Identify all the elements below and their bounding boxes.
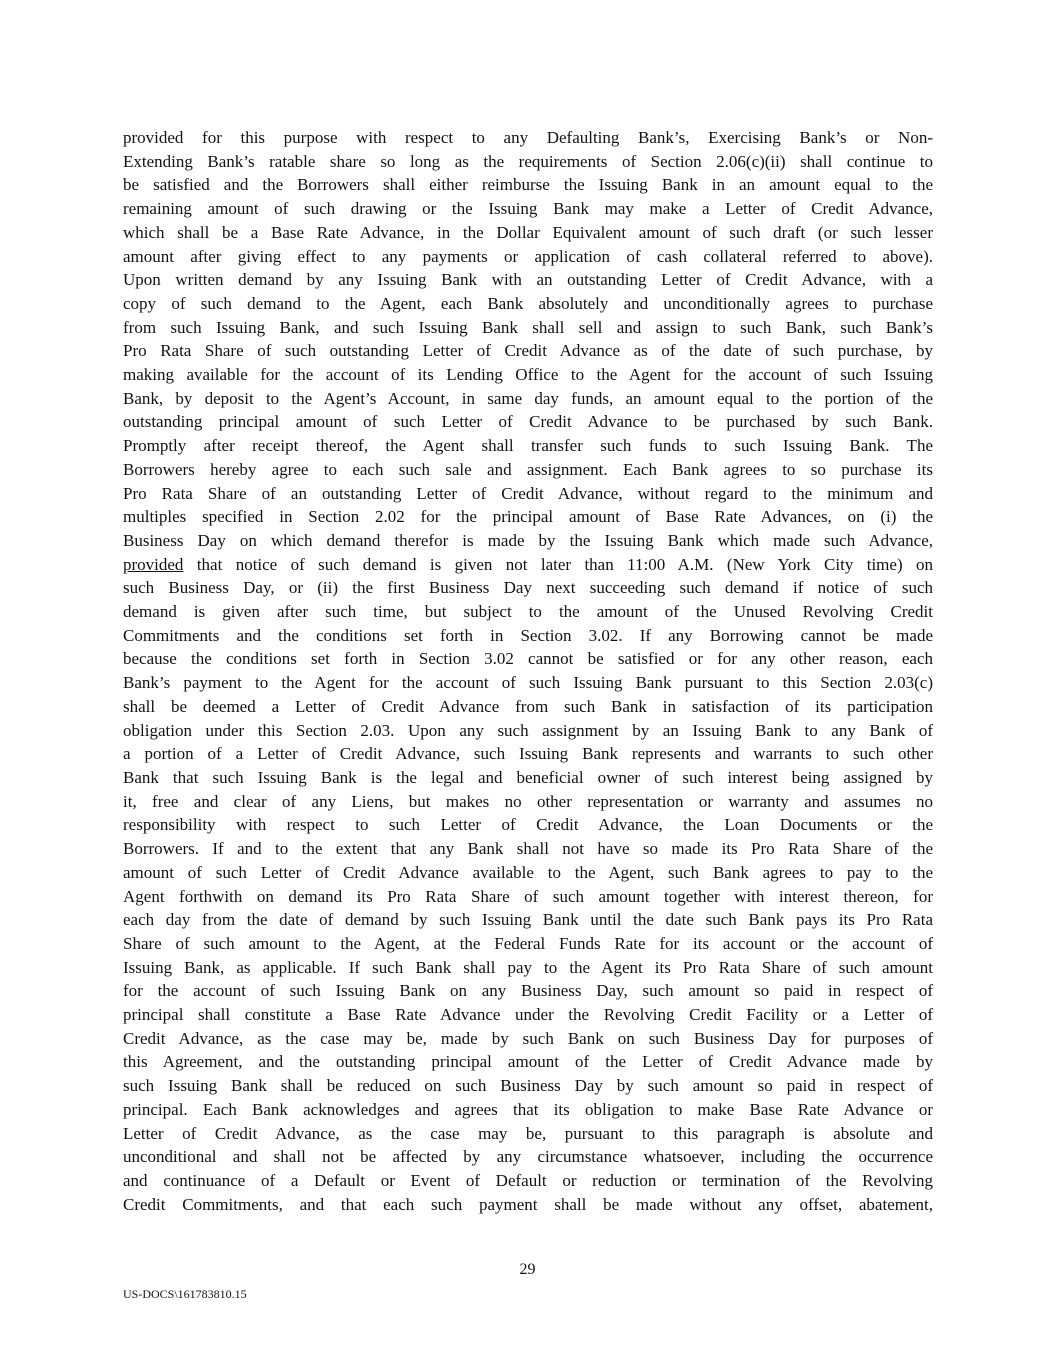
text-segment: each day from the date of demand by such Issuing Bank until the date such Bank pays its Pro Rata bbox=[123, 910, 933, 930]
text-line bbox=[123, 553, 933, 577]
text-line bbox=[123, 1122, 933, 1146]
text-line bbox=[123, 126, 933, 150]
text-segment: amount of such Letter of Credit Advance available to the Agent, such Bank agrees to pay to the bbox=[123, 862, 933, 882]
text-line bbox=[123, 1074, 933, 1098]
text-line bbox=[123, 387, 933, 411]
text-line bbox=[123, 979, 933, 1003]
text-segment: outstanding principal amount of such Letter of Credit Advance to be purchased by such Bank. bbox=[123, 412, 933, 432]
text-line bbox=[123, 292, 933, 316]
text-line bbox=[123, 647, 933, 671]
text-segment: shall be deemed a Letter of Credit Advance from such Bank in satisfaction of its participation bbox=[123, 696, 933, 716]
text-line bbox=[123, 410, 933, 434]
page-number: 29 bbox=[519, 1261, 536, 1278]
text-line bbox=[123, 1098, 933, 1122]
text-segment: principal. Each Bank acknowledges and agrees that its obligation to make Base Rate Advance or bbox=[123, 1099, 933, 1119]
text-line bbox=[123, 790, 933, 814]
text-segment: Letter of Credit Advance, as the case may be, pursuant to this paragraph is absolute and bbox=[123, 1123, 933, 1143]
text-line bbox=[123, 268, 933, 292]
footer-doc-id: US-DOCS\161783810.15 bbox=[123, 1287, 247, 1301]
text-line bbox=[123, 458, 933, 482]
text-segment: Bank that such Issuing Bank is the legal and beneficial owner of such interest being assigned by bbox=[123, 767, 933, 787]
text-segment: Upon written demand by any Issuing Bank with an outstanding Letter of Credit Advance, with a bbox=[123, 270, 933, 290]
text-segment: a portion of a Letter of Credit Advance, such Issuing Bank represents and warrants to such other bbox=[123, 744, 933, 764]
text-segment: Pro Rata Share of such outstanding Letter of Credit Advance as of the date of such purchase, by bbox=[123, 341, 933, 361]
text-line bbox=[123, 719, 933, 743]
text-segment: because the conditions set forth in Section 3.02 cannot be satisfied or for any other reason, each bbox=[123, 649, 933, 669]
text-segment: it, free and clear of any Liens, but makes no other representation or warranty and assumes no bbox=[123, 791, 933, 811]
text-line bbox=[123, 600, 933, 624]
text-segment: obligation under this Section 2.03. Upon any such assignment by an Issuing Bank to any Bank of bbox=[123, 720, 933, 740]
text-line bbox=[123, 695, 933, 719]
text-segment: and continuance of a Default or Event of Default or reduction or termination of the Revolving bbox=[123, 1170, 933, 1190]
text-segment: Agent forthwith on demand its Pro Rata Share of such amount together with interest thereon, for bbox=[123, 886, 933, 906]
text-line bbox=[123, 766, 933, 790]
text-line bbox=[123, 173, 933, 197]
text-line bbox=[123, 885, 933, 909]
text-line bbox=[123, 1050, 933, 1074]
text-segment: Credit Commitments, and that each such payment shall be made without any offset, abatement, bbox=[123, 1194, 933, 1214]
text-line bbox=[123, 742, 933, 766]
text-line bbox=[123, 221, 933, 245]
text-segment: provided for this purpose with respect to any Defaulting Bank’s, Exercising Bank’s or Non- bbox=[123, 128, 933, 147]
text-line bbox=[123, 363, 933, 387]
text-line bbox=[123, 1027, 933, 1051]
text-segment: responsibility with respect to such Letter of Credit Advance, the Loan Documents or the bbox=[123, 815, 933, 835]
body-paragraph bbox=[123, 126, 933, 1216]
text-line bbox=[123, 197, 933, 221]
text-segment: which shall be a Base Rate Advance, in the Dollar Equivalent amount of such draft (or such lesser bbox=[123, 222, 933, 242]
text-segment: amount after giving effect to any payments or application of cash collateral referred to above). bbox=[123, 246, 933, 266]
text-segment: Extending Bank’s ratable share so long as the requirements of Section 2.06(c)(ii) shall continue to bbox=[123, 151, 933, 171]
text-segment: such Business Day, or (ii) the first Business Day next succeeding such demand if notice of such bbox=[123, 578, 933, 598]
text-line bbox=[123, 1145, 933, 1169]
underlined-term: provided bbox=[123, 554, 184, 574]
text-line bbox=[123, 624, 933, 648]
text-line bbox=[123, 932, 933, 956]
text-segment: from such Issuing Bank, and such Issuing Bank shall sell and assign to such Bank, such Bank’s bbox=[123, 317, 933, 337]
text-line bbox=[123, 316, 933, 340]
text-segment: Borrowers hereby agree to each such sale and assignment. Each Bank agrees to so purchase its bbox=[123, 459, 933, 479]
text-segment: multiples specified in Section 2.02 for the principal amount of Base Rate Advances, on (i) the bbox=[123, 507, 933, 527]
text-line bbox=[123, 813, 933, 837]
text-line bbox=[123, 1003, 933, 1027]
text-segment: Share of such amount to the Agent, at the Federal Funds Rate for its account or the account of bbox=[123, 933, 933, 953]
text-segment: remaining amount of such drawing or the Issuing Bank may make a Letter of Credit Advance, bbox=[123, 199, 933, 219]
text-line bbox=[123, 1193, 933, 1217]
text-line bbox=[123, 434, 933, 458]
text-line bbox=[123, 505, 933, 529]
text-line bbox=[123, 482, 933, 506]
text-line bbox=[123, 245, 933, 269]
text-segment: Bank, by deposit to the Agent’s Account, in same day funds, an amount equal to the portion of the bbox=[123, 388, 933, 408]
text-segment: Business Day on which demand therefor is made by the Issuing Bank which made such Advance, bbox=[123, 530, 933, 550]
text-segment: Pro Rata Share of an outstanding Letter of Credit Advance, without regard to the minimum and bbox=[123, 483, 933, 503]
text-segment: Credit Advance, as the case may be, made by such Bank on such Business Day for purposes of bbox=[123, 1028, 933, 1048]
page-body bbox=[123, 126, 933, 1216]
text-segment: Bank’s payment to the Agent for the account of such Issuing Bank pursuant to this Section 2.03(c) bbox=[123, 673, 933, 693]
text-segment: Promptly after receipt thereof, the Agent shall transfer such funds to such Issuing Bank. The bbox=[123, 436, 933, 456]
text-segment: Borrowers. If and to the extent that any Bank shall not have so made its Pro Rata Share of the bbox=[123, 839, 933, 859]
text-line bbox=[123, 529, 933, 553]
text-line bbox=[123, 339, 933, 363]
text-segment: Commitments and the conditions set forth in Section 3.02. If any Borrowing cannot be made bbox=[123, 625, 933, 645]
text-segment: for the account of such Issuing Bank on any Business Day, such amount so paid in respect of bbox=[123, 981, 933, 1001]
text-line bbox=[123, 908, 933, 932]
text-segment: be satisfied and the Borrowers shall either reimburse the Issuing Bank in an amount equal to the bbox=[123, 175, 933, 195]
text-line bbox=[123, 671, 933, 695]
text-segment: demand is given after such time, but subject to the amount of the Unused Revolving Credit bbox=[123, 602, 933, 622]
text-line bbox=[123, 150, 933, 174]
text-segment: unconditional and shall not be affected by any circumstance whatsoever, including the occurrence bbox=[123, 1147, 933, 1167]
text-line bbox=[123, 576, 933, 600]
text-line bbox=[123, 837, 933, 861]
text-segment: Issuing Bank, as applicable. If such Bank shall pay to the Agent its Pro Rata Share of such amount bbox=[123, 957, 933, 977]
text-segment: principal shall constitute a Base Rate Advance under the Revolving Credit Facility or a Letter of bbox=[123, 1005, 933, 1025]
text-segment: copy of such demand to the Agent, each Bank absolutely and unconditionally agrees to purchase bbox=[123, 293, 933, 313]
text-segment: that notice of such demand is given not later than 11:00 A.M. (New York City time) on bbox=[183, 554, 933, 574]
text-line bbox=[123, 861, 933, 885]
text-line bbox=[123, 1169, 933, 1193]
text-segment: such Issuing Bank shall be reduced on such Business Day by such amount so paid in respect of bbox=[123, 1076, 933, 1096]
text-segment: making available for the account of its Lending Office to the Agent for the account of such Issuing bbox=[123, 365, 933, 385]
text-line bbox=[123, 956, 933, 980]
text-segment: this Agreement, and the outstanding principal amount of the Letter of Credit Advance made by bbox=[123, 1052, 933, 1072]
